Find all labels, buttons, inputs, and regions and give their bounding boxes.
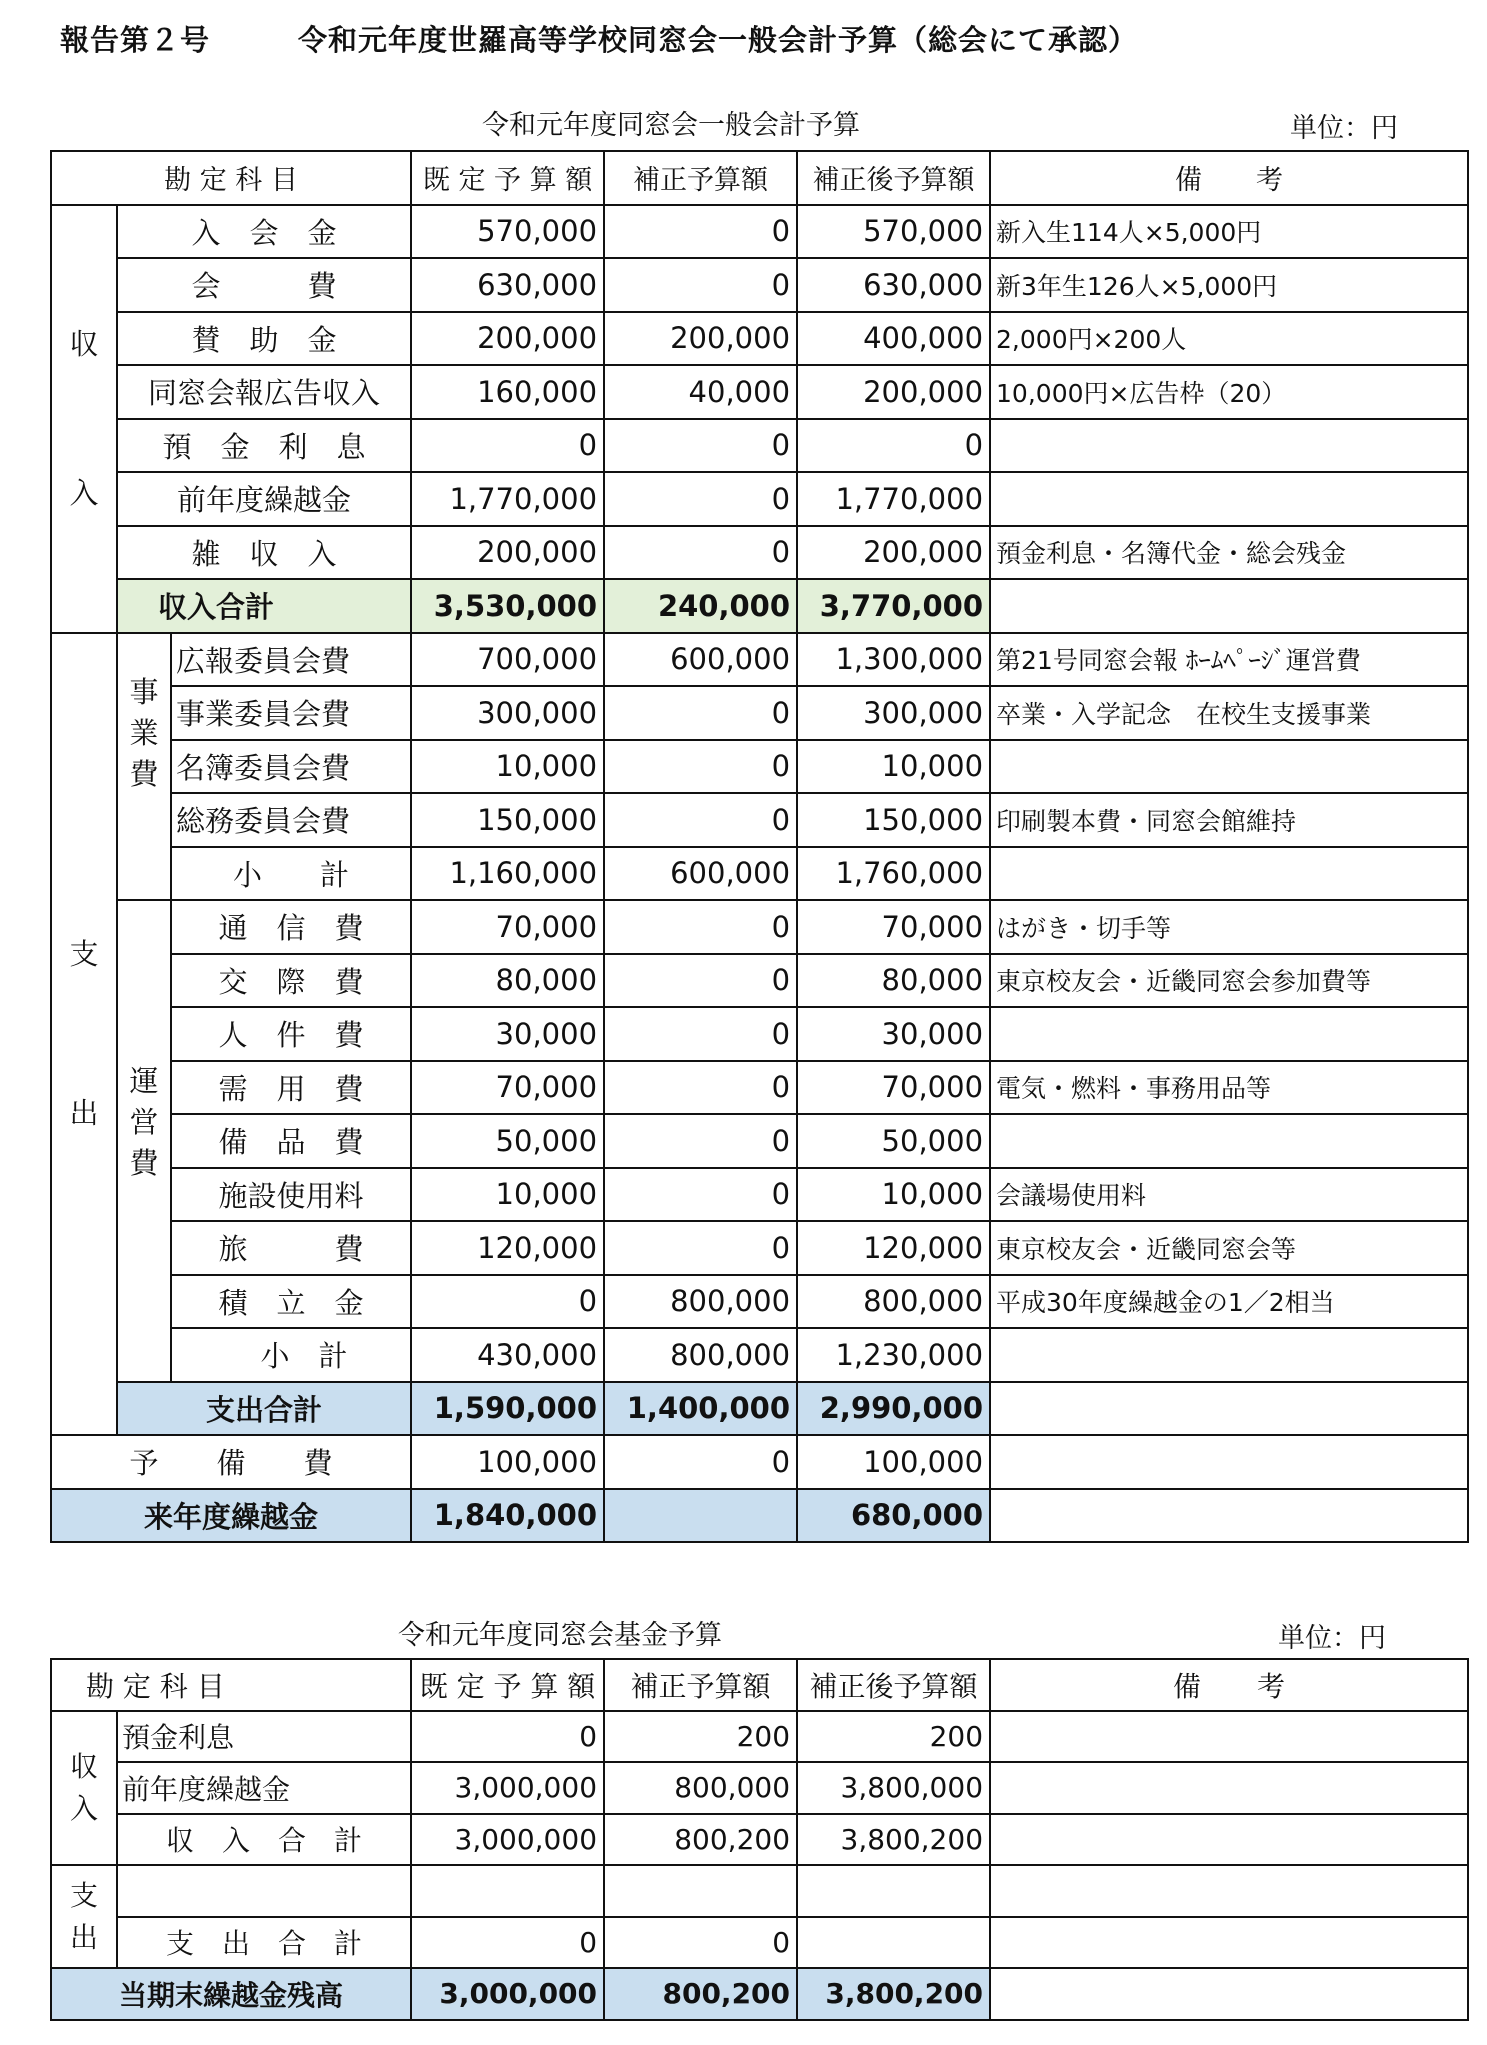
operating-item: 交 際 費 — [171, 954, 411, 1008]
expense-total-row — [51, 1382, 1468, 1436]
fund-header-subject: 勘 定 科 目 — [51, 1659, 411, 1711]
carryover-revision — [604, 1489, 797, 1543]
fund-income-item: 前年度繰越金 — [117, 1762, 411, 1814]
operating-original: 0 — [411, 1275, 604, 1329]
fund-income-remarks — [990, 1762, 1468, 1814]
fund-expense-total-remarks — [990, 1917, 1468, 1969]
project-label-char: 費 — [129, 756, 159, 791]
income-item: 入 会 金 — [117, 205, 411, 259]
operating-remarks: 平成30年度繰越金の1／2相当 — [990, 1275, 1468, 1329]
fund-expense-total-row — [51, 1917, 1468, 1969]
project-original: 10,000 — [411, 740, 604, 794]
carryover-label: 来年度繰越金 — [51, 1489, 411, 1543]
operating-subtotal-revised: 1,230,000 — [797, 1328, 990, 1382]
operating-remarks — [990, 1007, 1468, 1061]
header-revised: 補正後予算額 — [797, 151, 990, 205]
table-row — [51, 1168, 1468, 1222]
fund-budget-unit: 単位：円 — [1278, 1623, 1386, 1654]
operating-original: 70,000 — [411, 1061, 604, 1115]
report-title: 令和元年度世羅高等学校同窓会一般会計予算（総会にて承認） — [298, 23, 1139, 57]
fund-balance-original: 3,000,000 — [411, 1968, 604, 2020]
operating-revision: 0 — [604, 1221, 797, 1275]
fund-income-total-original: 3,000,000 — [411, 1814, 604, 1866]
operating-revised: 800,000 — [797, 1275, 990, 1329]
project-subtotal-row — [51, 847, 1468, 901]
reserve-row — [51, 1435, 1468, 1489]
operating-original: 10,000 — [411, 1168, 604, 1222]
income-original: 200,000 — [411, 312, 604, 366]
income-section-label — [51, 205, 117, 633]
carryover-original: 1,840,000 — [411, 1489, 604, 1543]
operating-revision: 0 — [604, 1114, 797, 1168]
fund-expense-label-char: 支 — [69, 1878, 98, 1912]
expense-total-original: 1,590,000 — [411, 1382, 604, 1436]
table-row — [51, 1221, 1468, 1275]
project-category-label — [117, 633, 171, 901]
table-row — [51, 740, 1468, 794]
carryover-row — [51, 1489, 1468, 1543]
project-item: 総務委員会費 — [171, 793, 411, 847]
operating-item: 積 立 金 — [171, 1275, 411, 1329]
operating-revised: 70,000 — [797, 1061, 990, 1115]
operating-revision: 0 — [604, 1007, 797, 1061]
project-original: 150,000 — [411, 793, 604, 847]
income-total-revision: 240,000 — [604, 579, 797, 633]
operating-item: 人 件 費 — [171, 1007, 411, 1061]
table-row — [51, 1007, 1468, 1061]
reserve-remarks — [990, 1435, 1468, 1489]
project-subtotal-revision: 600,000 — [604, 847, 797, 901]
fund-balance-revision: 800,200 — [604, 1968, 797, 2020]
operating-revision: 0 — [604, 954, 797, 1008]
fund-income-total-label: 収 入 合 計 — [117, 1814, 411, 1866]
operating-revision: 800,000 — [604, 1275, 797, 1329]
fund-header-remarks: 備 考 — [990, 1659, 1468, 1711]
income-original: 630,000 — [411, 258, 604, 312]
fund-header-revision: 補正予算額 — [604, 1659, 797, 1711]
income-total-row — [51, 579, 1468, 633]
fund-table-row — [51, 1762, 1468, 1814]
reserve-revised: 100,000 — [797, 1435, 990, 1489]
income-revision: 0 — [604, 419, 797, 473]
income-total-remarks — [990, 579, 1468, 633]
operating-remarks: 東京校友会・近畿同窓会参加費等 — [990, 954, 1468, 1008]
fund-header-revised: 補正後予算額 — [797, 1659, 990, 1711]
expense-label-char: 支 — [69, 936, 99, 971]
project-item: 名簿委員会費 — [171, 740, 411, 794]
project-label-char: 業 — [129, 715, 159, 750]
header-row — [51, 151, 1468, 205]
income-original: 1,770,000 — [411, 472, 604, 526]
report-number: 報告第２号 — [60, 23, 211, 57]
general-budget-caption: 令和元年度同窓会一般会計予算 — [482, 110, 860, 141]
project-revised: 150,000 — [797, 793, 990, 847]
operating-revision: 0 — [604, 1168, 797, 1222]
expense-total-revised: 2,990,000 — [797, 1382, 990, 1436]
expense-total-revision: 1,400,000 — [604, 1382, 797, 1436]
operating-revision: 0 — [604, 1061, 797, 1115]
income-remarks: 預金利息・名簿代金・総会残金 — [990, 526, 1468, 580]
project-revised: 1,300,000 — [797, 633, 990, 687]
income-remarks: 10,000円×広告枠（20） — [990, 365, 1468, 419]
operating-subtotal-row — [51, 1328, 1468, 1382]
operating-category-label — [117, 900, 171, 1382]
fund-income-total-row — [51, 1814, 1468, 1866]
operating-subtotal-original: 430,000 — [411, 1328, 604, 1382]
fund-income-revised: 200 — [797, 1711, 990, 1763]
fund-income-revision: 800,000 — [604, 1762, 797, 1814]
income-revised: 570,000 — [797, 205, 990, 259]
project-remarks: 印刷製本費・同窓会館維持 — [990, 793, 1468, 847]
reserve-label: 予 備 費 — [51, 1435, 411, 1489]
project-remarks — [990, 740, 1468, 794]
operating-item: 旅 費 — [171, 1221, 411, 1275]
project-revised: 10,000 — [797, 740, 990, 794]
operating-revised: 10,000 — [797, 1168, 990, 1222]
fund-income-item: 預金利息 — [117, 1711, 411, 1763]
carryover-remarks — [990, 1489, 1468, 1543]
operating-remarks: はがき・切手等 — [990, 900, 1468, 954]
income-revision: 0 — [604, 472, 797, 526]
header-remarks: 備 考 — [990, 151, 1468, 205]
fund-income-total-revised: 3,800,200 — [797, 1814, 990, 1866]
project-revision: 0 — [604, 686, 797, 740]
project-original: 300,000 — [411, 686, 604, 740]
income-item: 賛 助 金 — [117, 312, 411, 366]
carryover-revised: 680,000 — [797, 1489, 990, 1543]
operating-remarks — [990, 1114, 1468, 1168]
operating-remarks: 電気・燃料・事務用品等 — [990, 1061, 1468, 1115]
header-subject: 勘 定 科 目 — [51, 151, 411, 205]
table-row — [51, 312, 1468, 366]
project-label-char: 事 — [129, 674, 159, 709]
fund-income-label-char: 収 — [69, 1749, 98, 1783]
operating-revised: 120,000 — [797, 1221, 990, 1275]
project-item: 広報委員会費 — [171, 633, 411, 687]
income-remarks — [990, 419, 1468, 473]
income-remarks: 新3年生126人×5,000円 — [990, 258, 1468, 312]
fund-income-original: 3,000,000 — [411, 1762, 604, 1814]
income-remarks: 新入生114人×5,000円 — [990, 205, 1468, 259]
income-original: 0 — [411, 419, 604, 473]
operating-original: 120,000 — [411, 1221, 604, 1275]
general-budget-unit: 単位：円 — [1290, 113, 1398, 144]
income-revised: 200,000 — [797, 526, 990, 580]
income-item: 会 費 — [117, 258, 411, 312]
project-original: 700,000 — [411, 633, 604, 687]
operating-item: 備 品 費 — [171, 1114, 411, 1168]
fund-balance-revised: 3,800,200 — [797, 1968, 990, 2020]
operating-original: 80,000 — [411, 954, 604, 1008]
expense-total-remarks — [990, 1382, 1468, 1436]
fund-expense-total-label: 支 出 合 計 — [117, 1917, 411, 1969]
header-original: 既 定 予 算 額 — [411, 151, 604, 205]
income-revision: 40,000 — [604, 365, 797, 419]
table-row — [51, 472, 1468, 526]
fund-expense-total-original: 0 — [411, 1917, 604, 1969]
income-original: 160,000 — [411, 365, 604, 419]
income-revision: 0 — [604, 205, 797, 259]
income-revision: 0 — [604, 258, 797, 312]
operating-original: 70,000 — [411, 900, 604, 954]
income-item: 預 金 利 息 — [117, 419, 411, 473]
income-total-original: 3,530,000 — [411, 579, 604, 633]
operating-subtotal-label: 小 計 — [171, 1328, 411, 1382]
project-subtotal-revised: 1,760,000 — [797, 847, 990, 901]
fund-expense-original — [411, 1865, 604, 1917]
income-revised: 200,000 — [797, 365, 990, 419]
fund-expense-remarks — [990, 1865, 1468, 1917]
fund-expense-section-label — [51, 1865, 117, 1968]
fund-income-revision: 200 — [604, 1711, 797, 1763]
fund-balance-remarks — [990, 1968, 1468, 2020]
income-item: 前年度繰越金 — [117, 472, 411, 526]
income-item: 同窓会報広告収入 — [117, 365, 411, 419]
fund-balance-label: 当期末繰越金残高 — [51, 1968, 411, 2020]
fund-expense-revised — [797, 1865, 990, 1917]
income-remarks: 2,000円×200人 — [990, 312, 1468, 366]
fund-income-section-label — [51, 1711, 117, 1866]
fund-header-original: 既 定 予 算 額 — [411, 1659, 604, 1711]
operating-revised: 70,000 — [797, 900, 990, 954]
operating-label-char: 費 — [129, 1146, 159, 1180]
fund-expense-item — [117, 1865, 411, 1917]
expense-label-char: 出 — [69, 1095, 99, 1130]
report-heading — [60, 18, 1138, 59]
reserve-original: 100,000 — [411, 1435, 604, 1489]
project-revision: 0 — [604, 793, 797, 847]
income-original: 570,000 — [411, 205, 604, 259]
income-revision: 0 — [604, 526, 797, 580]
income-revision: 200,000 — [604, 312, 797, 366]
project-remarks: 第21号同窓会報 ﾎｰﾑﾍﾟｰｼﾞ運営費 — [990, 633, 1468, 687]
operating-subtotal-remarks — [990, 1328, 1468, 1382]
income-revised: 1,770,000 — [797, 472, 990, 526]
fund-income-revised: 3,800,000 — [797, 1762, 990, 1814]
income-total-revised: 3,770,000 — [797, 579, 990, 633]
operating-label-char: 営 — [129, 1105, 159, 1139]
fund-balance-row — [51, 1968, 1468, 2020]
fund-expense-revision — [604, 1865, 797, 1917]
operating-revision: 0 — [604, 900, 797, 954]
table-row — [51, 526, 1468, 580]
operating-revised: 80,000 — [797, 954, 990, 1008]
fund-table-row — [51, 1865, 1468, 1917]
operating-remarks: 会議場使用料 — [990, 1168, 1468, 1222]
fund-expense-total-revision: 0 — [604, 1917, 797, 1969]
reserve-revision: 0 — [604, 1435, 797, 1489]
fund-header-row — [51, 1659, 1468, 1711]
fund-expense-label-char: 出 — [69, 1920, 98, 1954]
expense-total-label: 支出合計 — [117, 1382, 411, 1436]
income-remarks — [990, 472, 1468, 526]
project-remarks: 卒業・入学記念 在校生支援事業 — [990, 686, 1468, 740]
operating-original: 30,000 — [411, 1007, 604, 1061]
table-row — [51, 1114, 1468, 1168]
operating-revised: 50,000 — [797, 1114, 990, 1168]
fund-income-remarks — [990, 1711, 1468, 1763]
operating-remarks: 東京校友会・近畿同窓会等 — [990, 1221, 1468, 1275]
fund-budget-table — [50, 1658, 1469, 2021]
operating-item: 施設使用料 — [171, 1168, 411, 1222]
operating-label-char: 運 — [129, 1064, 159, 1098]
table-row — [51, 793, 1468, 847]
table-row — [51, 633, 1468, 687]
header-revision: 補正予算額 — [604, 151, 797, 205]
fund-income-total-revision: 800,200 — [604, 1814, 797, 1866]
fund-income-total-remarks — [990, 1814, 1468, 1866]
table-row — [51, 419, 1468, 473]
fund-expense-total-revised — [797, 1917, 990, 1969]
operating-revised: 30,000 — [797, 1007, 990, 1061]
table-row — [51, 205, 1468, 259]
income-item: 雑 収 入 — [117, 526, 411, 580]
operating-item: 通 信 費 — [171, 900, 411, 954]
income-revised: 0 — [797, 419, 990, 473]
income-label-char: 入 — [69, 475, 99, 510]
project-item: 事業委員会費 — [171, 686, 411, 740]
operating-subtotal-revision: 800,000 — [604, 1328, 797, 1382]
fund-table-row — [51, 1711, 1468, 1763]
table-row — [51, 954, 1468, 1008]
project-subtotal-remarks — [990, 847, 1468, 901]
income-revised: 630,000 — [797, 258, 990, 312]
expense-section-label — [51, 633, 117, 1436]
fund-income-original: 0 — [411, 1711, 604, 1763]
general-budget-table — [50, 150, 1469, 1543]
operating-original: 50,000 — [411, 1114, 604, 1168]
table-row — [51, 365, 1468, 419]
project-subtotal-label: 小 計 — [171, 847, 411, 901]
table-row — [51, 1061, 1468, 1115]
table-row — [51, 1275, 1468, 1329]
income-total-label: 収入合計 — [117, 579, 411, 633]
table-row — [51, 686, 1468, 740]
income-original: 200,000 — [411, 526, 604, 580]
project-revised: 300,000 — [797, 686, 990, 740]
project-revision: 0 — [604, 740, 797, 794]
income-revised: 400,000 — [797, 312, 990, 366]
project-subtotal-original: 1,160,000 — [411, 847, 604, 901]
operating-item: 需 用 費 — [171, 1061, 411, 1115]
fund-budget-caption: 令和元年度同窓会基金予算 — [398, 1620, 722, 1651]
project-revision: 600,000 — [604, 633, 797, 687]
fund-income-label-char: 入 — [69, 1791, 98, 1825]
income-label-char: 収 — [69, 326, 99, 361]
table-row — [51, 258, 1468, 312]
table-row — [51, 900, 1468, 954]
